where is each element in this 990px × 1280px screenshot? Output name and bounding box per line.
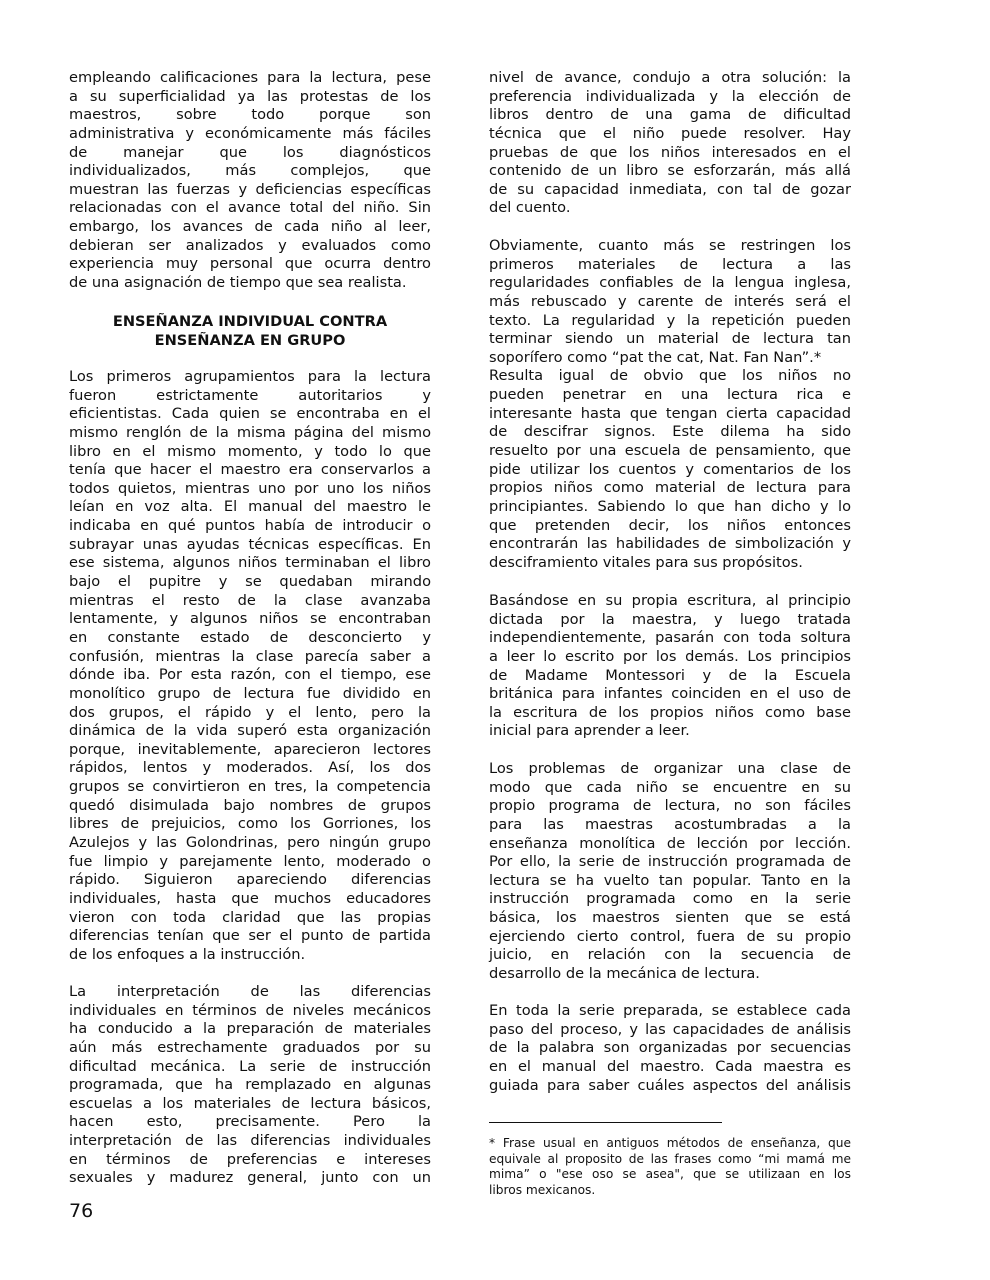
text-line: en el manual del maestro. Cada maestra es (489, 1057, 851, 1075)
text-line: libros dentro de una gama de dificultad (489, 106, 851, 124)
text-line: lentamente, y algunos niños se encontraban (69, 610, 431, 628)
text-line: inicial para aprender a leer. (489, 722, 690, 740)
text-line: del cuento. (489, 199, 571, 217)
text-line: de una asignación de tiempo que sea realista. (69, 274, 407, 292)
text-line: Azulejos y las Golondrinas, pero ningún grupo (69, 834, 431, 852)
paragraph (489, 69, 851, 218)
text-line: eficientistas. Cada quien se encontraba en el (69, 405, 431, 423)
paragraph (489, 592, 851, 741)
text-line: fueron estrictamente autoritarios y (69, 386, 431, 404)
text-line: dinámica de la vida superó esta organización (69, 722, 431, 740)
text-line: En toda la serie preparada, se establece cada (489, 1002, 851, 1019)
text-line: encontrarán las habilidades de simbolización y (489, 535, 851, 553)
text-line: dos grupos, el rápido y el lento, pero la (69, 703, 431, 721)
text-line: preferencia individualizada y la elección de (489, 87, 851, 105)
text-line: Basándose en su propia escritura, al principio (489, 592, 851, 609)
text-line: ha conducido a la preparación de materiales (69, 1020, 431, 1038)
text-line: libro en el mismo momento, y todo lo que (69, 442, 431, 460)
text-line: indicaba en qué puntos había de introducir o (69, 517, 431, 535)
text-line: ese sistema, algunos niños terminaban el libro (69, 554, 431, 572)
text-line: pide utilizar los cuentos y comentarios de los (489, 460, 851, 478)
text-line: embargo, los avances de cada niño al leer, (69, 218, 431, 236)
text-line: propio programa de lectura, no son fáciles (489, 797, 851, 815)
text-line: interesante hasta que tengan cierta capacidad (489, 404, 851, 422)
text-line: guiada para saber cuáles aspectos del análisis (489, 1076, 851, 1094)
footnote (489, 1136, 851, 1199)
text-line: instrucción programada como en la serie (489, 890, 851, 908)
text-line: modo que cada niño se encuentre en su (489, 778, 851, 796)
text-line: rápidos, lentos y moderados. Así, los dos (69, 759, 431, 777)
text-line: principiantes. Sabiendo lo que han dicho y lo (489, 497, 851, 515)
text-line: individuales, hasta que muchos educadores (69, 889, 431, 907)
text-line: texto. La regularidad y la repetición pueden (489, 311, 851, 329)
footnote-divider (489, 1122, 722, 1123)
text-line: hacen esto, precisamente. Pero la (69, 1113, 431, 1131)
heading-line: ENSEÑANZA INDIVIDUAL CONTRA (112, 313, 388, 330)
text-line: desciframiento vitales para sus propósitos. (489, 553, 803, 571)
text-line: fue limpio y parejamente lento, moderado o (69, 852, 431, 870)
text-line: más rebuscado y carente de interés será el (489, 292, 851, 310)
text-line: dificultad mecánica. La serie de instrucción (69, 1057, 431, 1075)
heading-line: ENSEÑANZA EN GRUPO (154, 332, 346, 349)
text-line: ejerciendo cierto control, fuera de su propio (489, 927, 851, 945)
text-line: dónde iba. Por esta razón, con el tiempo, ese (69, 666, 431, 684)
text-line: rápido. Siguieron apareciendo diferencias (69, 871, 431, 889)
text-line: subrayar unas ayudas técnicas específicas. En (69, 535, 431, 553)
text-line: Los problemas de organizar una clase de (489, 760, 851, 777)
text-line: de la palabra son organizadas por secuencias (489, 1039, 851, 1057)
text-line: básica, los maestros sienten que se está (489, 909, 851, 927)
text-line: propios niños como material de lectura para (489, 479, 851, 497)
text-line: de los enfoques a la instrucción. (69, 945, 306, 963)
text-line: británica para infantes coinciden en el uso de (489, 685, 851, 703)
paragraph (489, 237, 851, 573)
text-line: equivale al proposito de las frases como “mi mamá me (489, 1151, 851, 1166)
text-line: a su superficialidad ya las protestas de los (69, 87, 431, 105)
text-line: relacionadas con el avance total del niño. Sin (69, 199, 431, 217)
text-line: de manejar que los diagnósticos (69, 143, 431, 161)
text-line: leían en voz alta. El manual del maestro le (69, 498, 431, 516)
text-line: * Frase usual en antiguos métodos de enseñanza, que (489, 1136, 851, 1150)
paragraph (69, 368, 431, 965)
text-line: a leer lo escrito por los demás. Los principios (489, 647, 851, 665)
text-line: quedó disimulada bajo nombres de grupos (69, 796, 431, 814)
text-line: en términos de preferencias e intereses (69, 1150, 431, 1168)
text-line: individuales en términos de niveles mecánicos (69, 1001, 431, 1019)
text-line: mismo renglón de la misma página del mismo (69, 423, 431, 441)
text-line: mima” o "ese oso se asea", que se utilizaan en los (489, 1167, 851, 1182)
text-line: resuelto por una escuela de pensamiento, que (489, 442, 851, 460)
text-line: tenía que hacer el maestro era conservarlos a (69, 461, 431, 479)
text-line: técnica que el niño puede resolver. Hay (489, 124, 851, 142)
text-line: pruebas de que los niños interesados en el (489, 143, 851, 161)
text-line: primeros materiales de lectura a las (489, 255, 851, 273)
text-line: de descifrar signos. Este dilema ha sido (489, 423, 851, 441)
paragraph (69, 983, 431, 1188)
text-line: aún más estrechamente graduados por su (69, 1038, 431, 1056)
text-line: Por ello, la serie de instrucción programada de (489, 853, 851, 871)
text-line: libres de prejuicios, como los Gorriones, los (69, 815, 431, 833)
text-line: Los primeros agrupamientos para la lectura (69, 368, 431, 385)
text-line: nivel de avance, condujo a otra solución: la (489, 69, 851, 86)
text-line: administrativa y económicamente más fáciles (69, 124, 431, 142)
text-line: bajo el pupitre y se quedaban mirando (69, 573, 431, 591)
text-line: Resulta igual de obvio que los niños no (489, 367, 851, 385)
text-line: dictada por la maestra, y luego tratada (489, 610, 851, 628)
text-line: maestros, sobre todo porque son (69, 106, 431, 124)
text-line: monolítico grupo de lectura fue dividido en (69, 684, 431, 702)
text-line: todos quietos, mientras uno por uno los niños (69, 479, 431, 497)
text-line: desarrollo de la mecánica de lectura. (489, 965, 760, 983)
text-line: La interpretación de las diferencias (69, 983, 431, 1000)
text-line: enseñanza monolítica de lección por lección. (489, 834, 851, 852)
text-line: independientemente, pasarán con toda soltura (489, 629, 851, 647)
text-line: contenido de un libro se esforzarán, más allá (489, 162, 851, 180)
text-line: debieran ser analizados y evaluados como (69, 236, 431, 254)
text-line: de Madame Montessori y de la Escuela (489, 666, 851, 684)
text-line: programada, que ha remplazado en algunas (69, 1076, 431, 1094)
text-line: libros mexicanos. (489, 1183, 596, 1198)
text-line: juicio, en relación con la secuencia de (489, 946, 851, 964)
text-line: grupos se convirtieron en tres, la competencia (69, 778, 431, 796)
paragraph (489, 1002, 851, 1095)
text-line: de su capacidad inmediata, con tal de gozar (489, 180, 851, 198)
text-line: escuelas a los materiales de lectura básicos, (69, 1094, 431, 1112)
paragraph (69, 69, 431, 293)
text-line: vieron con toda claridad que las propias (69, 908, 431, 926)
text-line: interpretación de las diferencias individuales (69, 1132, 431, 1150)
text-line: soporífero como “pat the cat, Nat. Fan Nan”.* (489, 348, 822, 366)
text-line: para las maestras acostumbradas a la (489, 815, 851, 833)
text-line: mientras el resto de la clase avanzaba (69, 591, 431, 609)
text-line: individualizados, más complejos, que (69, 162, 431, 180)
section-heading (69, 312, 431, 350)
text-line: porque, inevitablemente, aparecieron lectores (69, 740, 431, 758)
text-line: paso del proceso, y las capacidades de análisis (489, 1020, 851, 1038)
text-line: que pretenden decir, los niños entonces (489, 516, 851, 534)
page-number: 76 (69, 1200, 94, 1222)
text-line: muestran las fuerzas y deficiencias específicas (69, 180, 431, 198)
text-line: empleando calificaciones para la lectura, pese (69, 69, 431, 86)
text-line: lectura se ha vuelto tan popular. Tanto en la (489, 871, 851, 889)
text-line: la escritura de los propios niños como base (489, 703, 851, 721)
text-line: terminar siendo un material de lectura tan (489, 330, 851, 348)
paragraph (489, 760, 851, 984)
text-line: regularidades confiables de la lengua inglesa, (489, 274, 851, 292)
text-line: Obviamente, cuanto más se restringen los (489, 237, 851, 254)
text-line: pueden penetrar en una lectura rica e (489, 386, 851, 404)
text-line: experiencia muy personal que ocurra dentro (69, 255, 431, 273)
text-line: confusión, mientras la clase parecía saber a (69, 647, 431, 665)
text-line: en constante estado de desconcierto y (69, 628, 431, 646)
text-line: sexuales y madurez general, junto con un (69, 1169, 431, 1187)
text-line: diferencias tenían que ser el punto de partida (69, 927, 431, 945)
